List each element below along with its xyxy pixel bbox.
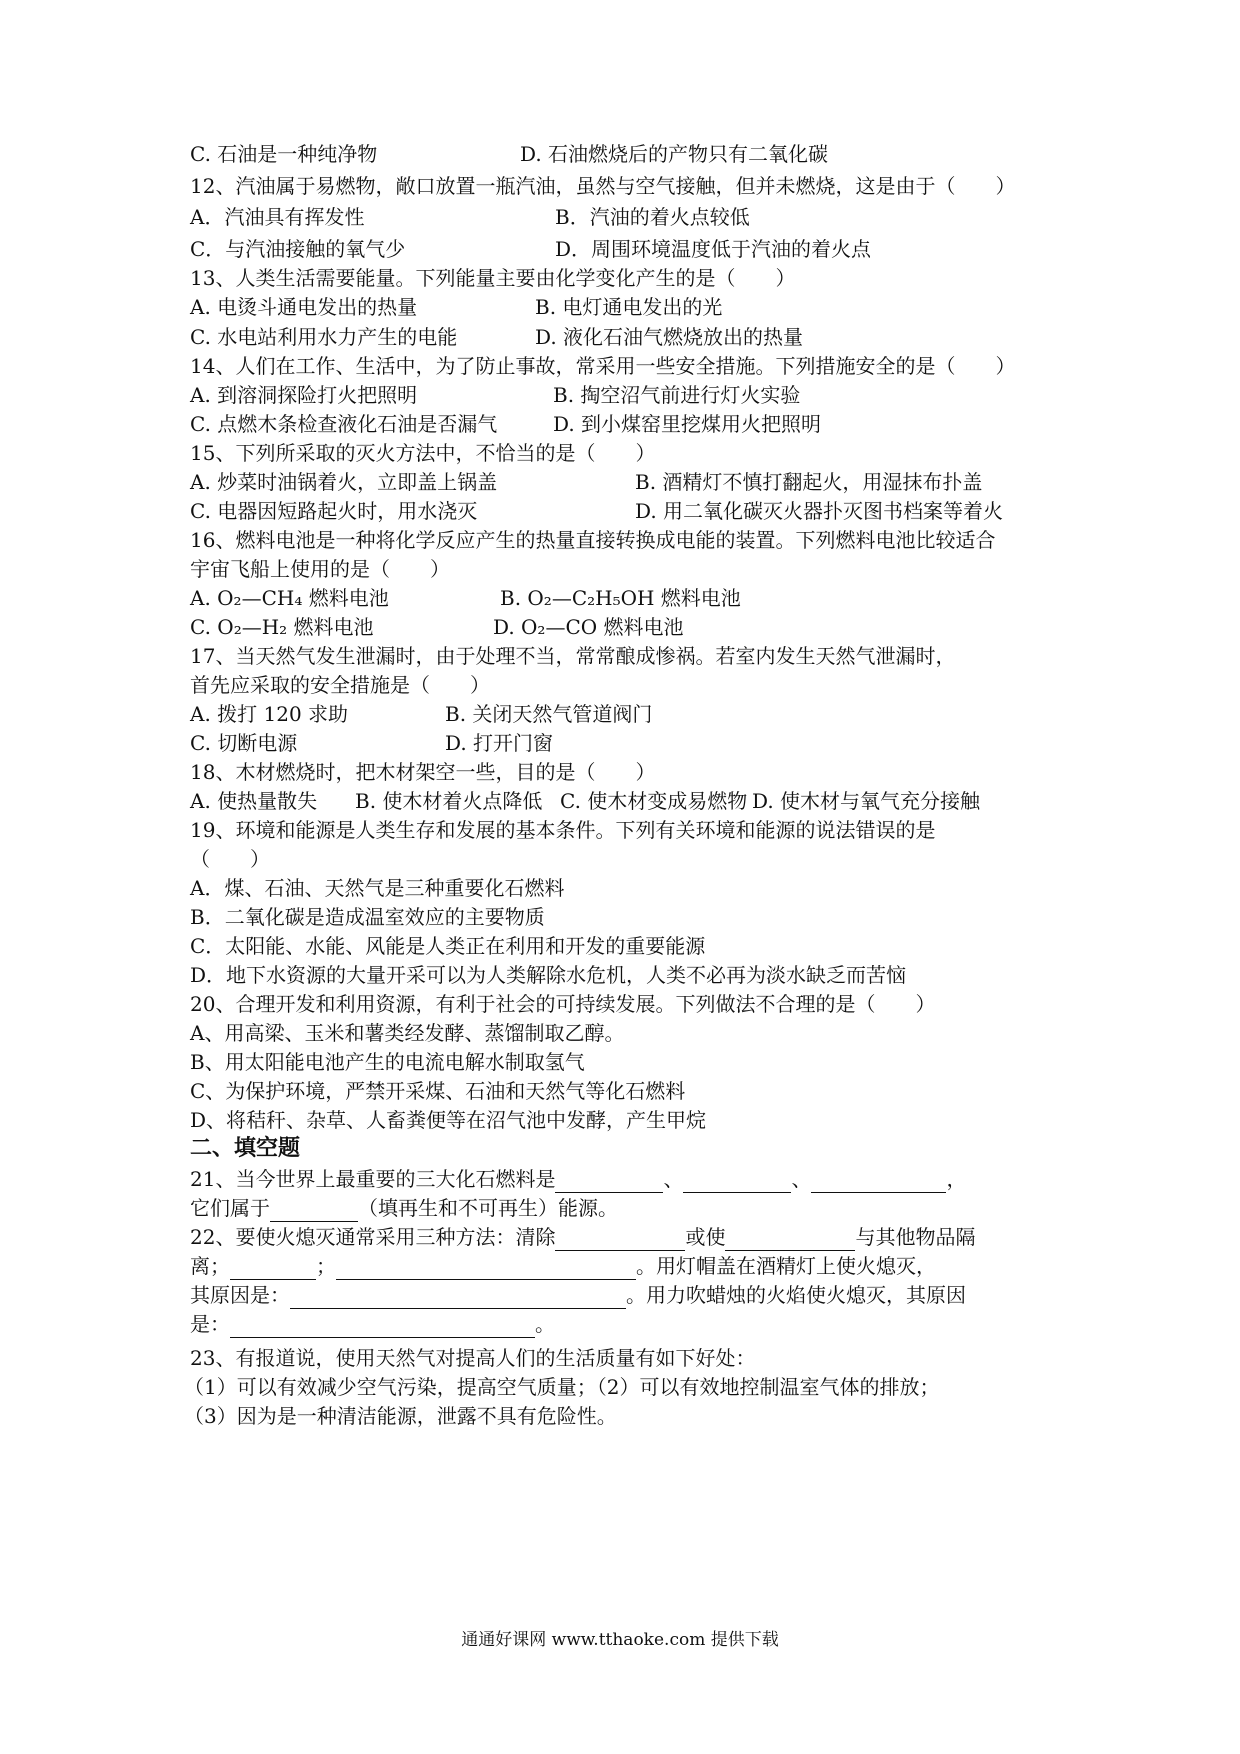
q22-text-9: 。 (535, 1312, 555, 1336)
q22-sep: ； (316, 1254, 336, 1278)
q23-line1: （1）可以有效减少空气污染，提高空气质量；（2）可以有效地控制温室气体的排放； (184, 1375, 940, 1399)
q19-option-b: B．二氧化碳是造成温室效应的主要物质 (190, 905, 545, 929)
q13-option-d: D. 液化石油气燃烧放出的热量 (535, 325, 804, 349)
q13-option-a: A. 电烫斗通电发出的热量 (190, 295, 418, 319)
q15-options-ab (190, 468, 1070, 496)
q22-line3 (190, 1281, 966, 1309)
q16-options-ab (190, 584, 1070, 612)
q21-sep-2: 、 (791, 1167, 812, 1191)
q14-option-c: C. 点燃木条检查液化石油是否漏气 (190, 412, 498, 436)
q21-blank-3[interactable] (811, 1170, 946, 1193)
q20-stem: 20、合理开发和利用资源，有利于社会的可持续发展。下列做法不合理的是（ ） (190, 992, 936, 1016)
q16-stem-line1: 16、燃料电池是一种将化学反应产生的热量直接转换成电能的装置。下列燃料电池比较适合 (190, 528, 996, 552)
q16-stem-line2: 宇宙飞船上使用的是（ ） (190, 557, 450, 581)
q18-option-b: B. 使木材着火点降低 (355, 789, 543, 813)
q13-stem: 13、人类生活需要能量。下列能量主要由化学变化产生的是（ ） (190, 266, 796, 290)
q16-option-a: A. O₂—CH₄ 燃料电池 (190, 586, 389, 610)
q21-blank-2[interactable] (683, 1170, 791, 1193)
q13-option-b: B. 电灯通电发出的光 (535, 295, 723, 319)
q23-line2: （3）因为是一种清洁能源，泄露不具有危险性。 (184, 1404, 617, 1428)
q15-option-a: A. 炒菜时油锅着火，立即盖上锅盖 (190, 470, 498, 494)
q17-options-ab (190, 700, 1070, 728)
q22-blank-1[interactable] (555, 1228, 685, 1251)
q12-stem: 12、汽油属于易燃物，敞口放置一瓶汽油，虽然与空气接触，但并未燃烧，这是由于（ ） (190, 174, 1016, 198)
q15-option-d: D. 用二氧化碳灭火器扑灭图书档案等着火 (635, 499, 1004, 523)
q12-option-c: C．与汽油接触的氧气少 (190, 237, 406, 261)
q20-option-d: D、将秸秆、杂草、人畜粪便等在沼气池中发酵，产生甲烷 (190, 1108, 707, 1132)
q11-options-cd (190, 140, 1070, 168)
q21-blank-1[interactable] (555, 1170, 663, 1193)
q12-option-a: A．汽油具有挥发性 (190, 205, 365, 229)
q17-stem-line2: 首先应采取的安全措施是（ ） (190, 673, 490, 697)
q22-text-5: 。用灯帽盖在酒精灯上使火熄灭， (636, 1254, 936, 1278)
q17-option-c: C. 切断电源 (190, 731, 298, 755)
q21-end-1: ， (946, 1167, 967, 1191)
q14-options-cd (190, 410, 1070, 438)
q13-options-ab (190, 293, 1070, 321)
q14-options-ab (190, 381, 1070, 409)
q16-options-cd (190, 613, 1070, 641)
q21-text-1: 21、当今世界上最重要的三大化石燃料是 (190, 1167, 556, 1191)
q22-text-8: 是： (190, 1312, 230, 1336)
q19-option-d: D．地下水资源的大量开采可以为人类解除水危机，人类不必再为淡水缺乏而苦恼 (190, 963, 907, 987)
q21-sep-1: 、 (663, 1167, 684, 1191)
q15-stem: 15、下列所采取的灭火方法中，不恰当的是（ ） (190, 441, 656, 465)
q22-blank-5[interactable] (290, 1286, 626, 1309)
q22-line4 (190, 1310, 555, 1338)
q17-option-d: D. 打开门窗 (445, 731, 554, 755)
q18-stem: 18、木材燃烧时，把木材架空一些，目的是（ ） (190, 760, 656, 784)
q12-option-b: B．汽油的着火点较低 (555, 205, 750, 229)
q12-options-cd (190, 235, 1070, 263)
q23-stem: 23、有报道说，使用天然气对提高人们的生活质量有如下好处： (190, 1346, 756, 1370)
q13-option-c: C. 水电站利用水力产生的电能 (190, 325, 458, 349)
q20-option-a: A、用高梁、玉米和薯类经发酵、蒸馏制取乙醇。 (190, 1021, 625, 1045)
q12-options-ab (190, 203, 1070, 231)
q18-options (190, 787, 1070, 815)
q22-blank-3[interactable] (230, 1257, 316, 1280)
q21-blank-4[interactable] (270, 1199, 358, 1222)
q22-line2 (190, 1252, 936, 1280)
q17-options-cd (190, 729, 1070, 757)
q18-option-c: C. 使木材变成易燃物 (560, 789, 748, 813)
q11-option-d: D. 石油燃烧后的产物只有二氧化碳 (520, 142, 829, 166)
q16-option-c: C. O₂—H₂ 燃料电池 (190, 615, 374, 639)
page-footer: 通通好课网 www.tthaoke.com 提供下载 (461, 1630, 779, 1650)
q22-blank-4[interactable] (336, 1257, 636, 1280)
q22-line1 (190, 1223, 975, 1251)
q14-stem: 14、人们在工作、生活中，为了防止事故，常采用一些安全措施。下列措施安全的是（ ） (190, 354, 1016, 378)
q19-stem-line1: 19、环境和能源是人类生存和发展的基本条件。下列有关环境和能源的说法错误的是 (190, 818, 936, 842)
q22-text-2: 或使 (685, 1225, 726, 1249)
q22-text-7: 。用力吹蜡烛的火焰使火熄灭，其原因 (626, 1283, 966, 1307)
q20-option-b: B、用太阳能电池产生的电流电解水制取氢气 (190, 1050, 585, 1074)
q14-option-a: A. 到溶洞探险打火把照明 (190, 383, 418, 407)
q15-option-c: C. 电器因短路起火时，用水浇灭 (190, 499, 478, 523)
q22-blank-6[interactable] (230, 1315, 535, 1338)
q14-option-b: B. 掏空沼气前进行灯火实验 (553, 383, 801, 407)
q22-text-1: 22、要使火熄灭通常采用三种方法：清除 (190, 1225, 556, 1249)
q14-option-d: D. 到小煤窑里挖煤用火把照明 (553, 412, 822, 436)
q17-option-a: A. 拨打 120 求助 (190, 702, 349, 726)
q17-stem-line1: 17、当天然气发生泄漏时，由于处理不当，常常酿成惨祸。若室内发生天然气泄漏时， (190, 644, 956, 668)
q21-text-3: （填再生和不可再生）能源。 (358, 1196, 618, 1220)
section-title-fill-in: 二、填空题 (190, 1136, 301, 1161)
q16-option-b: B. O₂—C₂H₅OH 燃料电池 (500, 586, 741, 610)
q18-option-a: A. 使热量散失 (190, 789, 318, 813)
q18-option-d: D. 使木材与氧气充分接触 (752, 789, 981, 813)
q15-option-b: B. 酒精灯不慎打翻起火，用湿抹布扑盖 (635, 470, 983, 494)
q22-text-6: 其原因是： (190, 1283, 290, 1307)
q19-option-c: C．太阳能、水能、风能是人类正在利用和开发的重要能源 (190, 934, 706, 958)
q21-line2 (190, 1194, 618, 1222)
q13-options-cd (190, 323, 1070, 351)
q15-options-cd (190, 497, 1070, 525)
q22-blank-2[interactable] (725, 1228, 855, 1251)
q22-text-3: 与其他物品隔 (855, 1225, 976, 1249)
q17-option-b: B. 关闭天然气管道阀门 (445, 702, 653, 726)
q19-stem-line2: （ ） (190, 847, 270, 871)
q16-option-d: D. O₂—CO 燃料电池 (493, 615, 684, 639)
q20-option-c: C、为保护环境，严禁开采煤、石油和天然气等化石燃料 (190, 1079, 686, 1103)
q22-text-4: 离； (190, 1254, 230, 1278)
q11-option-c: C. 石油是一种纯净物 (190, 142, 378, 166)
q12-option-d: D．周围环境温度低于汽油的着火点 (555, 237, 872, 261)
q19-option-a: A．煤、石油、天然气是三种重要化石燃料 (190, 876, 565, 900)
q21-line1 (190, 1165, 966, 1193)
q21-text-2: 它们属于 (190, 1196, 270, 1220)
